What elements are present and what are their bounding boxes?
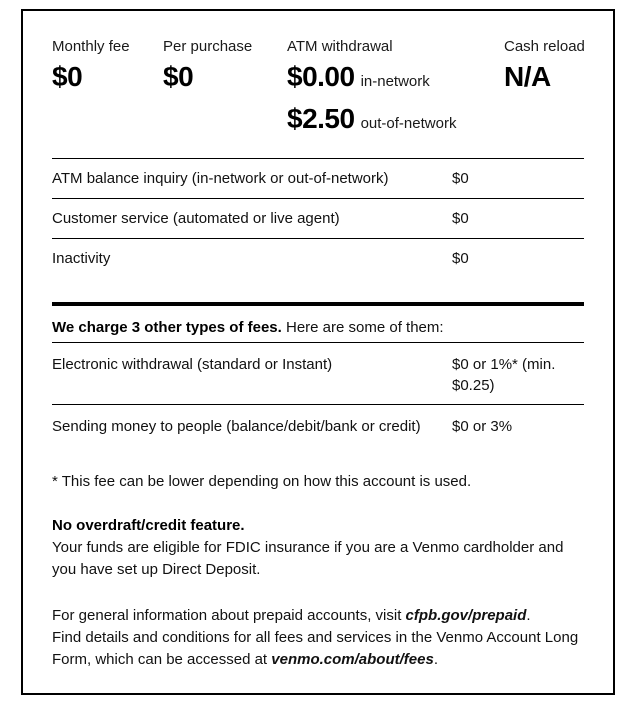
per-purchase-column — [163, 38, 252, 104]
cash-reload-column — [504, 38, 585, 104]
other-fees-section — [52, 306, 584, 445]
overdraft-paragraph — [52, 515, 587, 581]
cfpb-url: cfpb.gov/prepaid — [405, 607, 527, 624]
monthly-fee-value: $0 — [52, 61, 83, 92]
long-form-info-period: . — [433, 651, 438, 668]
atm-withdrawal-out-of-network-amount: $2.50 — [287, 103, 355, 134]
venmo-fees-url: venmo.com/about/fees — [271, 651, 434, 668]
atm-withdrawal-in-network-qualifier: in-network — [360, 73, 430, 90]
per-purchase-value: $0 — [163, 61, 194, 92]
cfpb-info-line — [52, 605, 587, 627]
no-overdraft-statement: No overdraft/credit feature. — [52, 517, 245, 534]
fee-value: $0 or 1%* (min. $0.25) — [452, 356, 556, 394]
fee-table — [52, 158, 584, 302]
monthly-fee-column — [52, 38, 130, 104]
per-purchase-label: Per purchase — [163, 38, 253, 55]
fdic-statement: Your funds are eligible for FDIC insurance if you are a Venmo cardholder and you have set up Direct Deposit. — [52, 539, 564, 578]
other-fees-heading — [52, 306, 584, 343]
cash-reload-label: Cash reload — [504, 38, 585, 55]
fee-name: Inactivity — [52, 250, 111, 267]
table-row — [52, 238, 584, 302]
asterisk-footnote: * This fee can be lower depending on how this account is used. — [52, 473, 472, 490]
atm-withdrawal-in-network-amount: $0.00 — [287, 61, 355, 92]
atm-withdrawal-column — [287, 38, 456, 146]
fee-name: Customer service (automated or live agent) — [52, 210, 340, 227]
footer-info-paragraph — [52, 605, 587, 671]
atm-withdrawal-label: ATM withdrawal — [287, 38, 393, 55]
fee-summary-section — [52, 38, 584, 158]
fee-name: ATM balance inquiry (in-network or out-of-network) — [52, 170, 389, 187]
cfpb-info-text: For general information about prepaid accounts, visit — [52, 607, 406, 624]
table-row — [52, 158, 584, 198]
cash-reload-value: N/A — [504, 61, 551, 92]
fee-value: $0 — [452, 210, 469, 227]
atm-withdrawal-out-of-network-qualifier: out-of-network — [360, 115, 457, 132]
fee-name: Sending money to people (balance/debit/bank or credit) — [52, 418, 421, 435]
fee-value: $0 — [452, 250, 469, 267]
fee-value: $0 — [452, 170, 469, 187]
long-form-info-text: Find details and conditions for all fees and services in the Venmo Account Long Form, which can be accessed at — [52, 629, 579, 668]
disclosure-sheet-border — [21, 9, 615, 695]
cfpb-info-period: . — [526, 607, 531, 624]
other-fees-heading-bold: We charge 3 other types of fees. — [52, 319, 282, 336]
table-row — [52, 405, 584, 445]
table-row — [52, 198, 584, 238]
table-row — [52, 343, 584, 405]
monthly-fee-label: Monthly fee — [52, 38, 130, 55]
fee-value: $0 or 3% — [452, 418, 513, 435]
fee-name: Electronic withdrawal (standard or Instant) — [52, 356, 333, 373]
long-form-info-line — [52, 627, 587, 671]
other-fees-heading-rest: Here are some of them: — [281, 319, 444, 336]
